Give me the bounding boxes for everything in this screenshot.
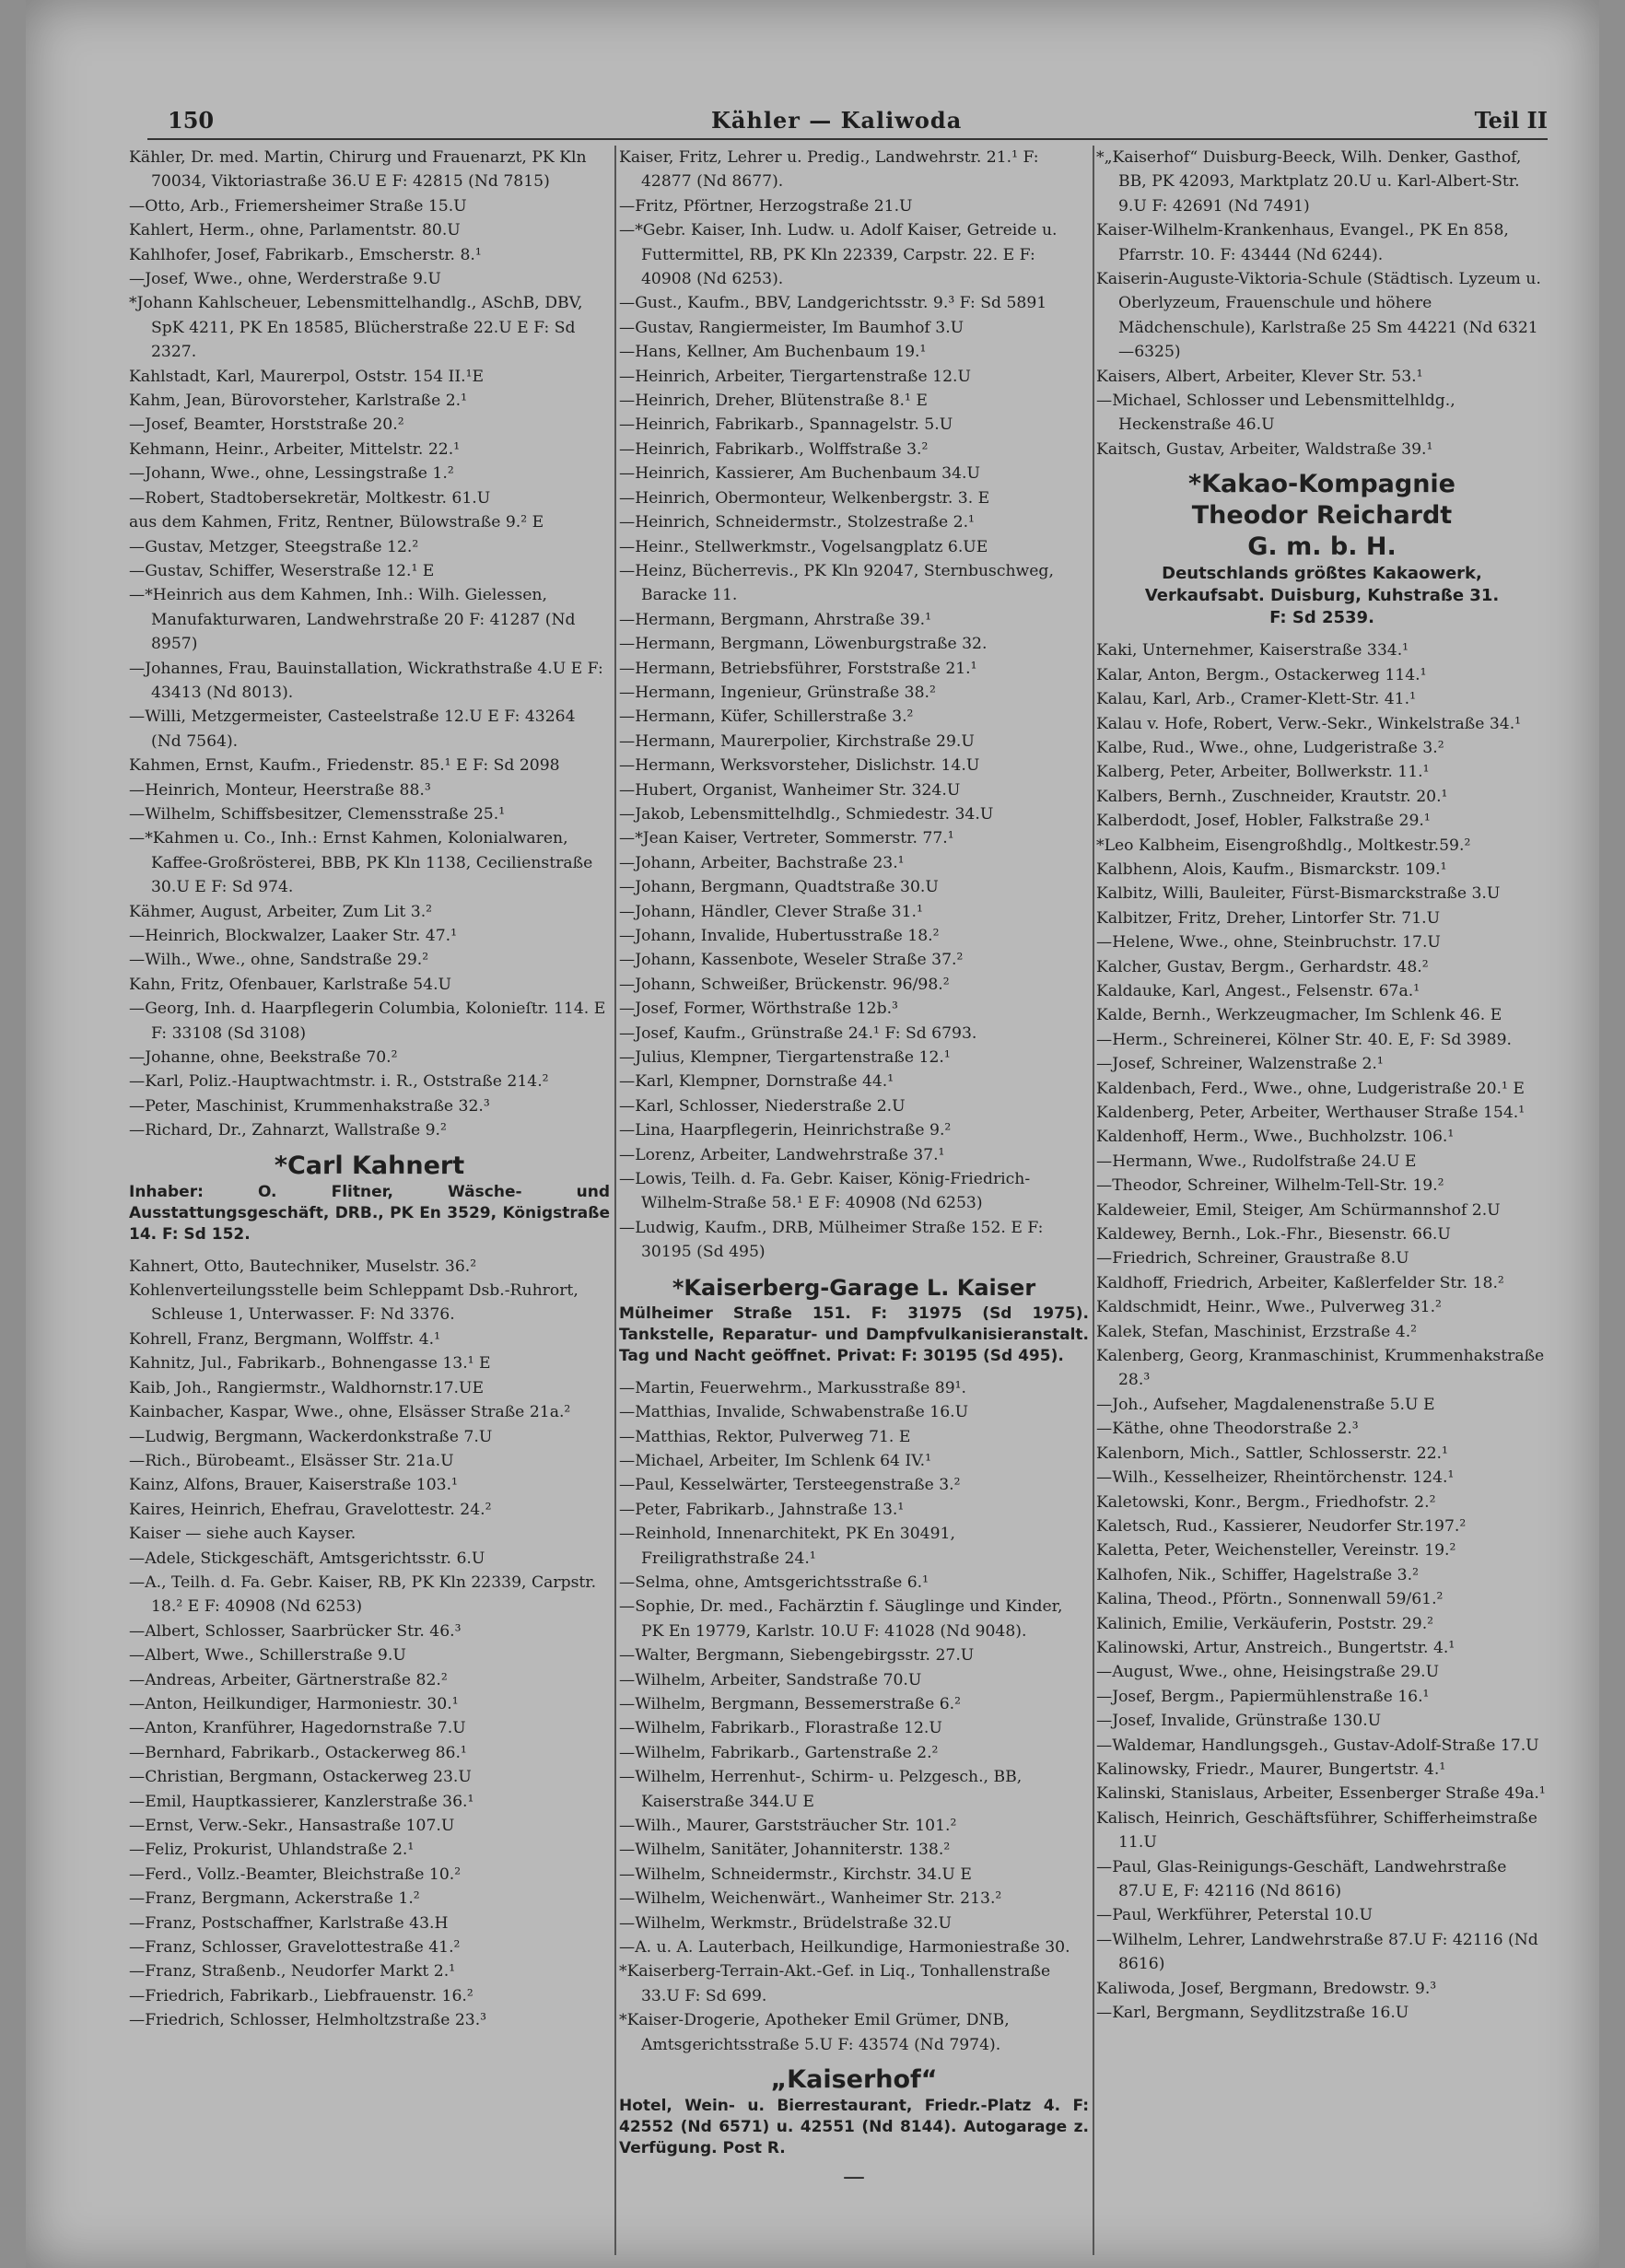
directory-entry: —Josef, Invalide, Grünstraße 130.U (1096, 1712, 1382, 1731)
directory-entry: —Franz, Schlosser, Gravelottestraße 41.² (129, 1938, 461, 1958)
directory-entry: —Theodor, Schreiner, Wilhelm-Tell-Str. 19.² (1096, 1176, 1444, 1196)
directory-entry: Kahn, Fritz, Ofenbauer, Karlstraße 54.U (129, 975, 452, 994)
directory-entry: Kaiser, Fritz, Lehrer u. Predig., Landwehrstr. 21.¹ F: 42877 (Nd 8677). (619, 148, 1039, 192)
directory-entry: Kohlenverteilungsstelle beim Schleppamt Dsb.-Ruhrort, Schleuse 1, Unterwasser. F: Nd 3376. (129, 1281, 579, 1325)
directory-entry: —Jakob, Lebensmittelhdlg., Schmiedestr. 34.U (619, 804, 994, 824)
directory-entry: —Gustav, Rangiermeister, Im Baumhof 3.U (619, 318, 964, 337)
directory-entry: Kalhofen, Nik., Schiffer, Hagelstraße 3.² (1096, 1565, 1419, 1584)
directory-entry: Kaisers, Albert, Arbeiter, Klever Str. 53.¹ (1096, 367, 1423, 386)
directory-entry: Kalberg, Peter, Arbeiter, Bollwerkstr. 11.¹ (1096, 763, 1430, 782)
directory-entry: Kalinski, Stanislaus, Arbeiter, Essenberger Straße 49a.¹ (1096, 1784, 1546, 1804)
directory-entry: Kalenberg, Georg, Kranmaschinist, Krummenhakstraße 28.³ (1096, 1347, 1545, 1390)
directory-entry: —Heinrich, Dreher, Blütenstraße 8.¹ E (619, 392, 928, 411)
directory-entry: —Otto, Arb., Friemersheimer Straße 15.U (129, 196, 467, 216)
directory-entry: —Wilh., Maurer, Garststräucher Str. 101.² (619, 1817, 957, 1835)
part-label: Teil II (1474, 107, 1548, 134)
directory-entry: —Heinr., Stellwerkmstr., Vogelsangplatz 6.UE (619, 537, 988, 556)
directory-entry: Kaires, Heinrich, Ehefrau, Gravelottestr. 24.² (129, 1500, 492, 1519)
directory-entry: —Franz, Straßenb., Neudorfer Markt 2.¹ (129, 1962, 456, 1982)
directory-entry: Kaldhoff, Friedrich, Arbeiter, Kaßlerfelder Str. 18.² (1096, 1273, 1504, 1292)
ad-title: *Carl Kahnert (274, 1151, 465, 1180)
directory-entry: —Lowis, Teilh. d. Fa. Gebr. Kaiser, König-Friedrich-Wilhelm-Straße 58.¹ E F: 40908 (Nd 6253) (619, 1170, 1031, 1213)
ad-text: Mülheimer Straße 151. F: 31975 (Sd 1975). Tankstelle, Reparatur- und Dampfvulkanisieranstalt. Tag und Nacht geöffnet. Privat: F: 30195 (Sd 495). (619, 1304, 1089, 1365)
directory-entry: —Peter, Maschinist, Krummenhakstraße 32.³ (129, 1096, 490, 1116)
directory-entry: —Friedrich, Schreiner, Graustraße 8.U (1096, 1249, 1409, 1268)
directory-entry: —Julius, Klempner, Tiergartenstraße 12.¹ (619, 1048, 951, 1068)
ad-subtitle: Theodor Reichardt (1191, 501, 1453, 531)
directory-entry: *Johann Kahlscheuer, Lebensmittelhandlg., ASchB, DBV, SpK 4211, PK En 18585, Blücherstraße 22.U E F: Sd 2327. (129, 294, 583, 362)
directory-entry: Kaletowski, Konr., Bergm., Friedhofstr. 2.² (1096, 1492, 1436, 1512)
directory-entry: —Willi, Metzgermeister, Casteelstraße 12.U E F: 43264 (Nd 7564). (129, 707, 576, 751)
directory-entry: —Josef, Kaufm., Grünstraße 24.¹ F: Sd 6793. (619, 1023, 977, 1043)
directory-entry: —Josef, Schreiner, Walzenstraße 2.¹ (1096, 1055, 1384, 1074)
directory-entry: —Wilhelm, Werkmstr., Brüdelstraße 32.U (619, 1913, 953, 1933)
directory-entry: —Franz, Postschaffner, Karlstraße 43.H (129, 1913, 449, 1933)
directory-entry: —Hermann, Maurerpolier, Kirchstraße 29.U (619, 731, 975, 751)
directory-entry: —Michael, Schlosser und Lebensmittelhldg., Heckenstraße 46.U (1096, 392, 1455, 435)
directory-entry: —Wilhelm, Sanitäter, Johanniterstr. 138.² (619, 1841, 951, 1860)
column-rule (1093, 146, 1094, 2255)
ad-kaiserberg-garage (619, 1272, 1089, 1367)
directory-entry: —Wilh., Kesselheizer, Rheintörchenstr. 124.¹ (1096, 1468, 1455, 1488)
directory-entry: Kaletsch, Rud., Kassierer, Neudorfer Str.197.² (1096, 1516, 1467, 1536)
directory-entry: —Hermann, Betriebsführer, Forststraße 21.¹ (619, 659, 977, 678)
page-number: 150 (168, 107, 215, 134)
directory-entry: Kainbacher, Kaspar, Wwe., ohne, Elsässer Straße 21a.² (129, 1403, 571, 1422)
directory-entry: Kahm, Jean, Bürovorsteher, Karlstraße 2.¹ (129, 392, 468, 411)
directory-entry: —Wilhelm, Weichenwärt., Wanheimer Str. 213.² (619, 1889, 1002, 1909)
directory-entry: —Johann, Arbeiter, Bachstraße 23.¹ (619, 853, 905, 872)
directory-entry: —Wilhelm, Schiffsbesitzer, Clemensstraße 25.¹ (129, 804, 506, 824)
directory-entry: Kaldeweier, Emil, Steiger, Am Schürmannshof 2.U (1096, 1200, 1501, 1220)
ad-kaiserhof (619, 2064, 1089, 2191)
directory-entry: —August, Wwe., ohne, Heisingstraße 29.U (1096, 1663, 1440, 1682)
directory-entry: —Wilhelm, Fabrikarb., Gartenstraße 2.² (619, 1743, 939, 1762)
directory-entry: —Karl, Klempner, Dornstraße 44.¹ (619, 1072, 894, 1092)
directory-entry: Kalau, Karl, Arb., Cramer-Klett-Str. 41.¹ (1096, 690, 1416, 709)
directory-entry: —Robert, Stadtobersekretär, Moltkestr. 61.U (129, 488, 491, 508)
directory-entry: —Johanne, ohne, Beekstraße 70.² (129, 1048, 398, 1068)
directory-entry: Kalbe, Rud., Wwe., ohne, Ludgeristraße 3.² (1096, 738, 1444, 757)
directory-entry: Kalar, Anton, Bergm., Ostackerweg 114.¹ (1096, 665, 1427, 684)
directory-entry: Kalinich, Emilie, Verkäuferin, Poststr. 29.² (1096, 1614, 1434, 1633)
directory-entry: —Michael, Arbeiter, Im Schlenk 64 IV.¹ (619, 1451, 931, 1470)
directory-entry: Kalbitzer, Fritz, Dreher, Lintorfer Str. 71.U (1096, 908, 1441, 928)
ad-line: Verkaufsabt. Duisburg, Kuhstraße 31. (1144, 586, 1500, 606)
directory-entry: aus dem Kahmen, Fritz, Rentner, Bülowstraße 9.² E (129, 513, 544, 532)
directory-entry: —Josef, Bergm., Papiermühlenstraße 16.¹ (1096, 1687, 1430, 1706)
directory-entry: Kaiser-Wilhelm-Krankenhaus, Evangel., PK En 858, Pfarrstr. 10. F: 43444 (Nd 6244). (1096, 221, 1509, 264)
directory-entry: Kalbitz, Willi, Bauleiter, Fürst-Bismarckstraße 3.U (1096, 884, 1501, 904)
directory-entry: —Paul, Werkführer, Peterstal 10.U (1096, 1906, 1373, 1925)
ad-title: *Kaiserberg-Garage L. Kaiser (672, 1274, 1036, 1301)
directory-entry: —Karl, Bergmann, Seydlitzstraße 16.U (1096, 2004, 1409, 2023)
column-rule (614, 146, 616, 2255)
directory-entry: —Feliz, Prokurist, Uhlandstraße 2.¹ (129, 1841, 415, 1860)
directory-entry: —Albert, Schlosser, Saarbrücker Str. 46.³ (129, 1621, 462, 1641)
directory-entry: —Waldemar, Handlungsgeh., Gustav-Adolf-Straße 17.U (1096, 1736, 1539, 1755)
directory-entry: —Johann, Händler, Clever Straße 31.¹ (619, 902, 923, 921)
directory-entry: —Hermann, Ingenieur, Grünstraße 38.² (619, 683, 936, 702)
directory-entry: —Heinrich, Kassierer, Am Buchenbaum 34.U (619, 464, 980, 484)
directory-entry: —Josef, Former, Wörthstraße 12b.³ (619, 1000, 898, 1019)
directory-entry: Kalenborn, Mich., Sattler, Schlosserstr. 22.¹ (1096, 1444, 1448, 1463)
directory-entry: Kahnitz, Jul., Fabrikarb., Bohnengasse 13.¹ E (129, 1354, 491, 1374)
directory-entry: —Hans, Kellner, Am Buchenbaum 19.¹ (619, 343, 927, 362)
ad-company-form: G. m. b. H. (1247, 532, 1397, 562)
directory-entry: Kalinowski, Artur, Anstreich., Bungertstr. 4.¹ (1096, 1638, 1455, 1657)
directory-entry: —Wilhelm, Herrenhut-, Schirm- u. Pelzgesch., BB, Kaiserstraße 344.U E (619, 1768, 1023, 1811)
directory-entry: —Albert, Wwe., Schillerstraße 9.U (129, 1646, 406, 1666)
directory-entry: —Matthias, Invalide, Schwabenstraße 16.U (619, 1403, 969, 1422)
directory-entry: —A., Teilh. d. Fa. Gebr. Kaiser, RB, PK Kln 22339, Carpstr. 18.² E F: 40908 (Nd 6253) (129, 1572, 597, 1617)
directory-entry: Kaliwoda, Josef, Bergmann, Bredowstr. 9.³ (1096, 1979, 1437, 1998)
directory-entry: Kohrell, Franz, Bergmann, Wolffstr. 4.¹ (129, 1329, 440, 1349)
directory-entry: —Martin, Feuerwehrm., Markusstraße 89¹. (619, 1378, 967, 1397)
directory-entry: —Lorenz, Arbeiter, Landwehrstraße 37.¹ (619, 1145, 945, 1164)
directory-entry: Kaitsch, Gustav, Arbeiter, Waldstraße 39.¹ (1096, 439, 1433, 459)
ad-text: Inhaber: O. Flitner, Wäsche- und Ausstattungsgeschäft, DRB., PK En 3529, Königstraße 14. F: Sd 152. (129, 1182, 610, 1244)
directory-entry: —Käthe, ohne Theodorstraße 2.³ (1096, 1420, 1359, 1439)
directory-entry: Kahnert, Otto, Bautechniker, Muselstr. 36.² (129, 1257, 477, 1276)
directory-entry: Kahmen, Ernst, Kaufm., Friedenstr. 85.¹ E F: Sd 2098 (129, 756, 560, 776)
directory-entry: —Heinz, Bücherrevis., PK Kln 92047, Sternbuschweg, Baracke 11. (619, 561, 1054, 605)
directory-entry: —Ludwig, Kaufm., DRB, Mülheimer Straße 152. E F: 30195 (Sd 495) (619, 1218, 1044, 1262)
directory-entry: —Wilhelm, Lehrer, Landwehrstraße 87.U F: 42116 (Nd 8616) (1096, 1930, 1538, 1974)
directory-entry: —Gustav, Metzger, Steegstraße 12.² (129, 537, 419, 556)
directory-entry: —Johann, Schweißer, Brückenstr. 96/98.² (619, 975, 950, 994)
directory-entry: *Kaiserberg-Terrain-Akt.-Gef. in Liq., Tonhallenstraße 33.U F: Sd 699. (619, 1962, 1051, 2005)
header-rule (147, 138, 1548, 140)
directory-entry: Kaldschmidt, Heinr., Wwe., Pulverweg 31.² (1096, 1298, 1442, 1317)
directory-entry: —Peter, Fabrikarb., Jahnstraße 13.¹ (619, 1500, 905, 1519)
directory-entry: Kainz, Alfons, Brauer, Kaiserstraße 103.¹ (129, 1476, 458, 1495)
directory-entry: Kehmann, Heinr., Arbeiter, Mittelstr. 22.¹ (129, 439, 461, 459)
directory-entry: Kähmer, August, Arbeiter, Zum Lit 3.² (129, 902, 433, 921)
directory-entry: —Christian, Bergmann, Ostackerweg 23.U (129, 1768, 472, 1787)
directory-entry: —Johann, Wwe., ohne, Lessingstraße 1.² (129, 464, 454, 484)
directory-entry: —Ludwig, Bergmann, Wackerdonkstraße 7.U (129, 1427, 493, 1446)
directory-entry: —Karl, Poliz.-Hauptwachtmstr. i. R., Oststraße 214.² (129, 1072, 549, 1092)
directory-entry: —Josef, Beamter, Horststraße 20.² (129, 415, 404, 435)
directory-entry: Kahlert, Herm., ohne, Parlamentstr. 80.U (129, 221, 461, 240)
directory-entry: —Friedrich, Schlosser, Helmholtzstraße 23.³ (129, 2011, 487, 2030)
page-range-title: Kähler — Kaliwoda (711, 107, 963, 134)
directory-entry: Kalina, Theod., Pförtn., Sonnenwall 59/61.² (1096, 1590, 1444, 1609)
directory-entry: Kalisch, Heinrich, Geschäftsführer, Schifferheimstraße 11.U (1096, 1808, 1537, 1853)
column-1 (129, 146, 610, 2255)
directory-entry: Kaki, Unternehmer, Kaiserstraße 334.¹ (1096, 641, 1409, 661)
directory-entry: —Hermann, Wwe., Rudolfstraße 24.U E (1096, 1152, 1417, 1171)
directory-entry: —Franz, Bergmann, Ackerstraße 1.² (129, 1889, 420, 1909)
directory-entry: —Walter, Bergmann, Siebengebirgsstr. 27.U (619, 1646, 975, 1666)
directory-entry: —Rich., Bürobeamt., Elsässer Str. 21a.U (129, 1451, 454, 1470)
ad-title: *Kakao-Kompagnie (1188, 470, 1455, 499)
directory-entry: —Heinrich, Arbeiter, Tiergartenstraße 12.U (619, 367, 971, 386)
directory-entry: —Wilhelm, Arbeiter, Sandstraße 70.U (619, 1670, 922, 1689)
directory-entry: —Friedrich, Fabrikarb., Liebfrauenstr. 16.² (129, 1986, 473, 2005)
directory-entry: *Kaiser-Drogerie, Apotheker Emil Grümer, DNB, Amtsgerichtsstraße 5.U F: 43574 (Nd 7974). (619, 2011, 1010, 2054)
directory-entry: —Johann, Kassenbote, Weseler Straße 37.² (619, 951, 964, 970)
directory-entry: —Paul, Glas-Reinigungs-Geschäft, Landwehrstraße 87.U E, F: 42116 (Nd 8616) (1096, 1857, 1507, 1900)
directory-entry: Kalek, Stefan, Maschinist, Erzstraße 4.² (1096, 1322, 1418, 1341)
directory-entry: —Heinrich, Schneidermstr., Stolzestraße 2.¹ (619, 513, 975, 532)
directory-entry: —Helene, Wwe., ohne, Steinbruchstr. 17.U (1096, 933, 1441, 953)
directory-entry: —*Gebr. Kaiser, Inh. Ludw. u. Adolf Kaiser, Getreide u. Futtermittel, RB, PK Kln 22339, Carpstr. 22. E F: 40908 (Nd 6253). (619, 221, 1058, 289)
directory-entry: —Herm., Schreinerei, Kölner Str. 40. E, F: Sd 3989. (1096, 1030, 1513, 1049)
directory-entry: —*Jean Kaiser, Vertreter, Sommerstr. 77.¹ (619, 829, 954, 848)
directory-entry: Kalbers, Bernh., Zuschneider, Krautstr. 20.¹ (1096, 787, 1448, 806)
directory-entry: —Heinrich, Fabrikarb., Wolffstraße 3.² (619, 439, 929, 459)
directory-entry: —Fritz, Pförtner, Herzogstraße 21.U (619, 196, 913, 216)
directory-entry: —Heinrich, Fabrikarb., Spannagelstr. 5.U (619, 415, 953, 435)
directory-entry: Kahlhofer, Josef, Fabrikarb., Emscherstr. 8.¹ (129, 245, 482, 264)
directory-entry: —Johann, Bergmann, Quadtstraße 30.U (619, 878, 939, 897)
directory-entry: —*Heinrich aus dem Kahmen, Inh.: Wilh. Gielessen, Manufakturwaren, Landwehrstraße 20 F: 41287 (Nd 8957) (129, 586, 576, 654)
directory-entry: —Richard, Dr., Zahnarzt, Wallstraße 9.² (129, 1121, 447, 1140)
directory-entry: Kaib, Joh., Rangiermstr., Waldhornstr.17.UE (129, 1378, 484, 1397)
column-3 (1096, 146, 1548, 2255)
directory-entry: —Wilhelm, Fabrikarb., Florastraße 12.U (619, 1719, 942, 1738)
directory-entry: Kaldewey, Bernh., Lok.-Fhr., Biesenstr. 66.U (1096, 1225, 1451, 1245)
directory-entry: Kalinowsky, Friedr., Maurer, Bungertstr. 4.¹ (1096, 1759, 1446, 1779)
directory-entry: Kaldenhoff, Herm., Wwe., Buchholzstr. 106.¹ (1096, 1128, 1455, 1147)
directory-entry: —Josef, Wwe., ohne, Werderstraße 9.U (129, 270, 441, 289)
directory-entry: —Matthias, Rektor, Pulverweg 71. E (619, 1427, 911, 1446)
directory-entry: —Karl, Schlosser, Niederstraße 2.U (619, 1096, 906, 1116)
directory-entry: —Johann, Invalide, Hubertusstraße 18.² (619, 927, 940, 945)
directory-entry: —Emil, Hauptkassierer, Kanzlerstraße 36.¹ (129, 1792, 474, 1811)
directory-entry: Kalde, Bernh., Werkzeugmacher, Im Schlenk 46. E (1096, 1006, 1502, 1025)
ad-title: „Kaiserhof“ (770, 2065, 938, 2095)
directory-entry: Kaldenberg, Peter, Arbeiter, Werthauser Straße 154.¹ (1096, 1104, 1526, 1122)
directory-entry: —Ferd., Vollz.-Beamter, Bleichstraße 10.² (129, 1865, 462, 1884)
directory-entry: —Gust., Kaufm., BBV, Landgerichtsstr. 9.³ F: Sd 5891 (619, 294, 1047, 313)
directory-entry: Kaiserin-Auguste-Viktoria-Schule (Städtisch. Lyzeum u. Oberlyzeum, Frauenschule und höhere Mädchenschule), Karlstraße 25 Sm 44221 (Nd 6321—6325) (1096, 270, 1541, 362)
directory-entry: —A. u. A. Lauterbach, Heilkundige, Harmoniestraße 30. (619, 1938, 1070, 1958)
directory-entry: Kalberdodt, Josef, Hobler, Falkstraße 29.¹ (1096, 812, 1431, 831)
directory-entry: Kalcher, Gustav, Bergm., Gerhardstr. 48.² (1096, 957, 1429, 976)
directory-entry: —Paul, Kesselwärter, Tersteegenstraße 3.² (619, 1476, 961, 1495)
directory-entry: —Selma, ohne, Amtsgerichtsstraße 6.¹ (619, 1572, 929, 1592)
directory-entry: Kalau v. Hofe, Robert, Verw.-Sekr., Winkelstraße 34.¹ (1096, 714, 1522, 733)
ad-kakao-kompagnie (1096, 469, 1548, 629)
directory-entry: *Leo Kalbheim, Eisengroßhdlg., Moltkestr.59.² (1096, 836, 1471, 855)
directory-entry: —Adele, Stickgeschäft, Amtsgerichtsstr. 6.U (129, 1549, 485, 1568)
directory-entry: —Johannes, Frau, Bauinstallation, Wickrathstraße 4.U E F: 43413 (Nd 8013). (129, 659, 603, 702)
directory-entry: —Hubert, Organist, Wanheimer Str. 324.U (619, 780, 961, 800)
directory-entry: Kaiser — siehe auch Kayser. (129, 1525, 357, 1544)
ad-line: F: Sd 2539. (1269, 608, 1374, 628)
directory-entry: —Bernhard, Fabrikarb., Ostackerweg 86.¹ (129, 1743, 467, 1762)
directory-entry: Kalbhenn, Alois, Kaufm., Bismarckstr. 109.¹ (1096, 859, 1447, 879)
directory-entry: —*Kahmen u. Co., Inh.: Ernst Kahmen, Kolonialwaren, Kaffee-Großrösterei, BBB, PK Kln 1138, Cecilienstraße 30.U E F: Sd 974. (129, 829, 593, 897)
ad-line: Deutschlands größtes Kakaowerk, (1162, 564, 1482, 584)
directory-entry: —Hermann, Bergmann, Ahrstraße 39.¹ (619, 610, 932, 629)
directory-entry: —Heinrich, Blockwalzer, Laaker Str. 47.¹ (129, 927, 458, 945)
directory-entry: Kaletta, Peter, Weichensteller, Vereinstr. 19.² (1096, 1541, 1456, 1561)
page-header (147, 101, 1548, 138)
directory-entry: —Wilhelm, Schneidermstr., Kirchstr. 34.U E (619, 1865, 972, 1884)
directory-entry: Kähler, Dr. med. Martin, Chirurg und Frauenarzt, PK Kln 70034, Viktoriastraße 36.U E F: 42815 (Nd 7815) (129, 148, 587, 192)
directory-entry: —Anton, Heilkundiger, Harmoniestr. 30.¹ (129, 1694, 459, 1713)
directory-entry: —Sophie, Dr. med., Fachärztin f. Säuglinge und Kinder, PK En 19779, Karlstr. 10.U F: 41028 (Nd 9048). (619, 1597, 1063, 1641)
directory-entry: —Anton, Kranführer, Hagedornstraße 7.U (129, 1719, 466, 1738)
directory-entry: Kaldenbach, Ferd., Wwe., ohne, Ludgeristraße 20.¹ E (1096, 1079, 1525, 1098)
directory-entry: *„Kaiserhof“ Duisburg-Beeck, Wilh. Denker, Gasthof, BB, PK 42093, Marktplatz 20.U u. Karl-Albert-Str. 9.U F: 42691 (Nd 7491) (1096, 148, 1522, 216)
ad-text: Hotel, Wein- u. Bierrestaurant, Friedr.-Platz 4. F: 42552 (Nd 6571) u. 42551 (Nd 8144). Autogarage z. Verfügung. Post R. (619, 2097, 1089, 2158)
directory-entry: —Joh., Aufseher, Magdalenenstraße 5.U E (1096, 1395, 1435, 1414)
column-2 (619, 146, 1089, 2255)
directory-entry: —Gustav, Schiffer, Weserstraße 12.¹ E (129, 561, 435, 580)
directory-entry: —Lina, Haarpflegerin, Heinrichstraße 9.² (619, 1121, 952, 1140)
directory-entry: —Hermann, Küfer, Schillerstraße 3.² (619, 707, 914, 727)
directory-entry: —Wilhelm, Bergmann, Bessemerstraße 6.² (619, 1694, 962, 1713)
ad-mark: — (843, 2164, 865, 2191)
directory-entry: —Wilh., Wwe., ohne, Sandstraße 29.² (129, 951, 429, 970)
directory-entry: —Georg, Inh. d. Haarpflegerin Columbia, Kolonieſtr. 114. E F: 33108 (Sd 3108) (129, 1000, 606, 1043)
directory-entry: —Hermann, Bergmann, Löwenburgstraße 32. (619, 635, 988, 654)
directory-entry: Kahlstadt, Karl, Maurerpol, Oststr. 154 II.¹E (129, 367, 485, 386)
directory-entry: —Heinrich, Obermonteur, Welkenbergstr. 3. E (619, 488, 990, 508)
directory-entry: —Hermann, Werksvorsteher, Dislichstr. 14.U (619, 756, 980, 776)
directory-entry: —Ernst, Verw.-Sekr., Hansastraße 107.U (129, 1817, 455, 1835)
directory-entry: —Reinhold, Innenarchitekt, PK En 30491, Freiligrathstraße 24.¹ (619, 1525, 955, 1568)
ad-carl-kahnert (129, 1151, 610, 1245)
directory-entry: —Heinrich, Monteur, Heerstraße 88.³ (129, 780, 431, 800)
directory-entry: —Andreas, Arbeiter, Gärtnerstraße 82.² (129, 1670, 448, 1689)
directory-entry: Kaldauke, Karl, Angest., Felsenstr. 67a.¹ (1096, 981, 1420, 1000)
